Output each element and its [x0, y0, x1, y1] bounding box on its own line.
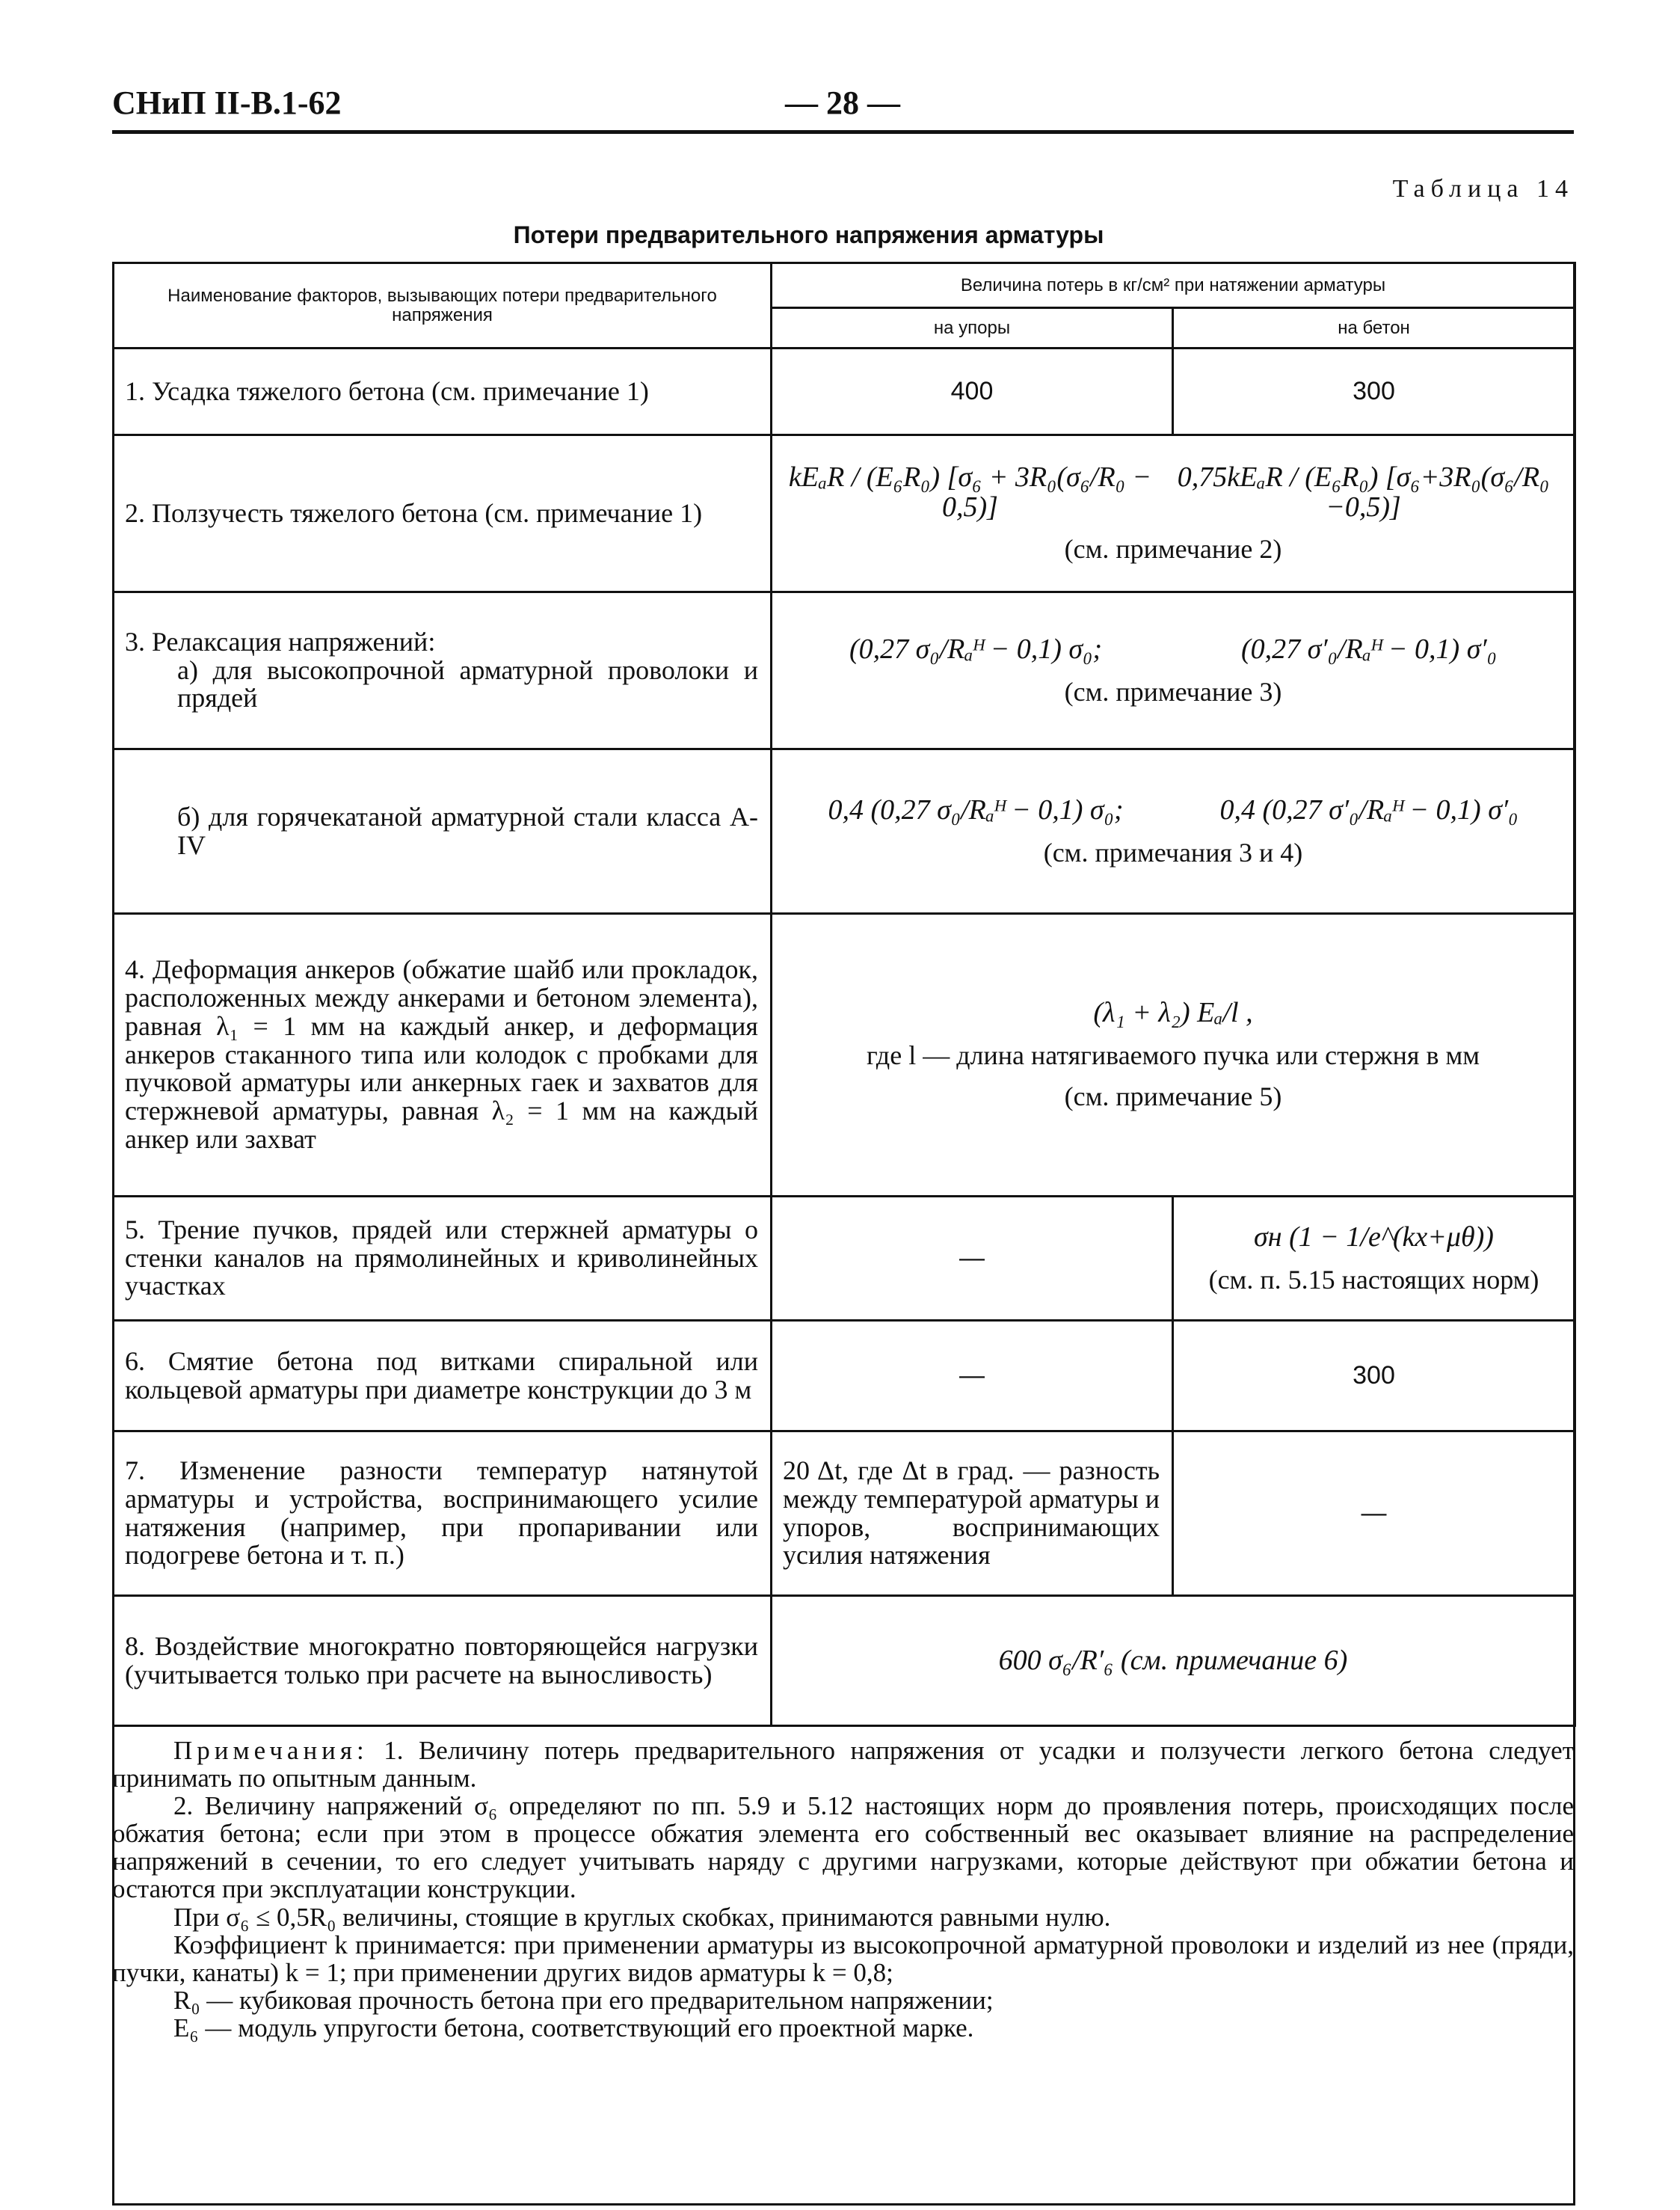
creep-concrete-formula: 0,75kEₐR / (E₆R₀) [σ₆+3R₀(σ₆/R₀ −0,5)] [1177, 461, 1550, 523]
column-header-stops: на упоры [772, 308, 1173, 349]
factor-cell: 5. Трение пучков, прядей или стержней арматуры о стенки каналов на прямолинейных и криволинейных участках [114, 1197, 772, 1321]
losses-table [112, 262, 1576, 1727]
fatigue-formula: 600 σ₆/R′₆ (см. примечание 6) [998, 1644, 1348, 1676]
note-2-zero-rule: При σ₆ ≤ 0,5R₀ величины, стоящие в круглых скобках, принимаются равными нулю. [173, 1902, 1111, 1932]
document-code: СНиП II-В.1-62 [112, 85, 342, 121]
factor-cell: 1. Усадка тяжелого бетона (см. примечание 1) [114, 349, 772, 435]
stops-value: 400 [772, 349, 1173, 435]
table-row [114, 592, 1575, 749]
table-row [114, 749, 1575, 914]
table-notes [112, 1737, 1574, 2042]
friction-cell [1173, 1197, 1575, 1321]
table-row [114, 914, 1575, 1197]
hot-rolled-formula-cell [772, 749, 1575, 914]
note-1 [112, 1737, 1574, 1792]
column-header-concrete: на бетон [1173, 308, 1575, 349]
creep-stops-formula: kEₐR / (E₆R₀) [σ₆ + 3R₀(σ₆/R₀ − 0,5)] [788, 461, 1152, 523]
creep-formula-cell [772, 435, 1575, 592]
friction-formula: σн (1 − 1/e^(kx+μθ)) [1254, 1221, 1494, 1253]
stops-value: — [772, 1321, 1173, 1431]
anchor-formula: (λ₁ + λ₂) Eₐ/l , [1093, 996, 1253, 1028]
note-2-r0-definition: R₀ — кубиковая прочность бетона при его предварительном напряжении; [173, 1985, 994, 2015]
note-1-text: 1. Величину потерь предварительного напряжения от усадки и ползучести легкого бетона следует принимать по опытным данным. [112, 1736, 1575, 1793]
relaxation-formula-cell [772, 592, 1575, 749]
factor-subitem: а) для высокопрочной арматурной проволоки и прядей [177, 654, 758, 713]
factor-subitem: б) для горячекатаной арматурной стали класса A-IV [177, 801, 758, 860]
factor-cell: 4. Деформация анкеров (обжатие шайб или прокладок, расположенных между анкерами и бетоном элемента), равная λ₁ = 1 мм на каждый анкер, и деформация анкеров стаканного типа или колодок с пробками для пучковой арматуры или анкерных гаек и захватов для стержневой арматуры, равная λ₂ = 1 мм на каждый анкер или захват [114, 914, 772, 1197]
concrete-value: — [1173, 1431, 1575, 1596]
factor-cell: 2. Ползучесть тяжелого бетона (см. примечание 1) [114, 435, 772, 592]
table-row [114, 1197, 1575, 1321]
formula-note: (см. примечание 5) [1064, 1081, 1282, 1112]
table-row [114, 1596, 1575, 1726]
table-caption: Потери предварительного напряжения арматуры [513, 221, 1104, 248]
anchor-formula-cell [772, 914, 1575, 1197]
factor-cell: 6. Смятие бетона под витками спиральной или кольцевой арматуры при диаметре конструкции до 3 м [114, 1321, 772, 1431]
formula-note: (см. примечание 3) [1064, 676, 1282, 707]
relaxation-stops-formula: (0,27 σ₀/Rₐᴴ − 0,1) σ₀; [849, 633, 1102, 665]
formula-where: где l — длина натягиваемого пучка или стержня в мм [866, 1040, 1480, 1070]
header-rule [112, 130, 1574, 134]
stops-value: 20 Δt, где Δt в град. — разность между температурой арматуры и упоров, воспринимающих усилия натяжения [772, 1431, 1173, 1596]
formula-note: (см. п. 5.15 настоящих норм) [1208, 1264, 1539, 1295]
formula-note: (см. примечание 2) [1064, 534, 1282, 565]
table-row [114, 1431, 1575, 1596]
factor-cell [114, 592, 772, 749]
table-row [114, 435, 1575, 592]
concrete-value: 300 [1173, 1321, 1575, 1431]
hot-rolled-stops-formula: 0,4 (0,27 σ₀/Rₐᴴ − 0,1) σ₀; [828, 794, 1124, 826]
factor-title: 3. Релаксация напряжений: [125, 626, 436, 657]
concrete-value: 300 [1173, 349, 1575, 435]
note-2: 2. Величину напряжений σ₆ определяют по пп. 5.9 и 5.12 настоящих норм до проявления потерь, происходящих после обжатия бетона; если при этом в процессе обжатия элемента его собственный вес оказывает влияние на распределение напряжений в сечении, то его следует учитывать наряду с другими нагрузками, которые действуют при обжатии бетона и остаются при эксплуатации конструкции. [112, 1791, 1574, 1904]
relaxation-concrete-formula: (0,27 σ′₀/Rₐᴴ − 0,1) σ′₀ [1241, 633, 1497, 665]
notes-label: Примечания: [173, 1736, 369, 1765]
note-2-e-definition: E₆ — модуль упругости бетона, соответствующий его проектной марке. [173, 2013, 974, 2042]
stops-value: — [772, 1197, 1173, 1321]
factor-cell: 7. Изменение разности температур натянутой арматуры и устройства, воспринимающего усилие натяжения (например, при пропаривании или подогреве бетона и т. п.) [114, 1431, 772, 1596]
page-number: — 28 — [785, 85, 900, 121]
table-label: Таблица 14 [1392, 175, 1574, 203]
table-row [114, 1321, 1575, 1431]
fatigue-formula-cell [772, 1596, 1575, 1726]
hot-rolled-concrete-formula: 0,4 (0,27 σ′₀/Rₐᴴ − 0,1) σ′₀ [1219, 794, 1519, 826]
factor-cell [114, 749, 772, 914]
formula-note: (см. примечания 3 и 4) [1043, 837, 1303, 868]
note-2-coefficient-k: Коэффициент k принимается: при применении арматуры из высокопрочной арматурной проволоки и изделий из нее (пряди, пучки, канаты) k = 1; при применении других видов арматуры k = 0,8; [112, 1930, 1574, 1987]
table-row [114, 349, 1575, 435]
factor-cell: 8. Воздействие многократно повторяющейся нагрузки (учитывается только при расчете на выносливость) [114, 1596, 772, 1726]
column-header-loss: Величина потерь в кг/см² при натяжении арматуры [772, 263, 1575, 308]
column-header-factor: Наименование факторов, вызывающих потери предварительного напряжения [114, 263, 772, 349]
